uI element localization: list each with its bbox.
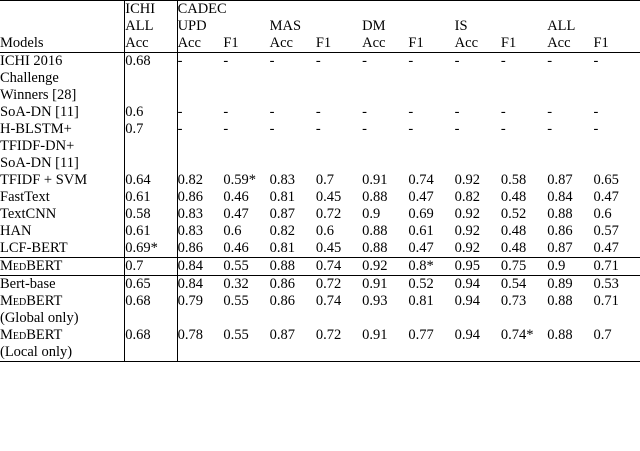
table-cell: 0.83	[177, 223, 223, 240]
table-cell: 0.58	[500, 172, 527, 188]
table-cell: 0.61	[125, 189, 177, 206]
table-cell: -	[362, 121, 367, 137]
table-cell: 0.52	[408, 276, 434, 292]
header-subgroup-row	[0, 18, 640, 35]
table-cell: 0.88	[362, 189, 388, 205]
table-cell: -	[547, 53, 553, 69]
table-cell: 0.83	[177, 206, 223, 223]
table-cell: 0.92	[454, 240, 481, 256]
table-row	[0, 258, 640, 276]
table-cell: -	[269, 104, 275, 120]
subgroup-mas: MAS	[269, 18, 302, 34]
table-cell: 0.9	[547, 258, 593, 276]
table-cell: 0.74	[408, 172, 434, 188]
subgroup-ichi-all: ALL	[125, 18, 177, 35]
table-cell: 0.9	[362, 206, 381, 222]
table-cell: -	[408, 53, 414, 69]
table-cell: 0.92	[454, 172, 481, 188]
table-cell: 0.7	[125, 121, 177, 172]
table-cell: 0.69	[408, 206, 434, 222]
table-cell: 0.87	[547, 240, 573, 256]
table-cell: -	[223, 53, 229, 69]
table-cell: 0.84	[177, 276, 223, 294]
table-cell: 0.55	[223, 293, 249, 309]
table-row	[0, 240, 640, 258]
table-cell: 0.92	[454, 223, 481, 239]
table-cell: -	[500, 121, 506, 137]
table-cell: -	[547, 121, 553, 137]
table-cell: 0.95	[455, 258, 501, 276]
table-row	[0, 121, 640, 172]
table-cell: -	[408, 104, 414, 120]
table-cell: 0.69*	[125, 240, 177, 258]
table-cell: 0.88	[362, 223, 388, 239]
table-cell: 0.47	[593, 189, 619, 205]
table-cell: 0.48	[500, 189, 527, 205]
column-header-dm-acc: Acc	[362, 35, 408, 53]
table-cell: 0.87	[269, 206, 295, 222]
table-cell: 0.59*	[223, 172, 256, 188]
table-cell: -	[454, 53, 460, 69]
table-cell: 0.45	[315, 240, 342, 256]
table-cell: 0.82	[454, 189, 481, 205]
table-cell: 0.91	[362, 327, 408, 362]
table-cell: 0.68	[125, 327, 177, 362]
table-cell: 0.81	[269, 189, 295, 205]
column-header-models: Models	[0, 35, 125, 53]
table-cell: 0.74	[315, 293, 342, 309]
table-row	[0, 172, 640, 189]
model-name-line: (Global only)	[0, 310, 79, 326]
table-cell: 0.72	[316, 327, 362, 362]
table-row	[0, 293, 640, 327]
row-model-name	[0, 258, 125, 276]
subgroup-is: IS	[454, 18, 468, 34]
row-model-name	[0, 172, 125, 189]
table-cell: 0.6	[125, 104, 177, 121]
table-row	[0, 189, 640, 206]
table-cell: 0.57	[593, 223, 619, 239]
group-header-cadec: CADEC	[177, 1, 640, 19]
row-model-name	[0, 104, 125, 121]
table-cell: 0.88	[362, 240, 388, 256]
model-name-line: TFIDF-DN+	[0, 138, 75, 154]
table-cell: 0.47	[223, 206, 249, 222]
table-cell: -	[408, 121, 414, 137]
group-header-ichi: ICHI	[125, 1, 177, 19]
table-cell: -	[454, 121, 460, 137]
model-name-line: SoA-DN [11]	[0, 104, 79, 120]
model-name-line: Winners [28]	[0, 87, 77, 103]
column-header-is-acc: Acc	[455, 35, 501, 53]
model-name-line: MedBERT	[0, 293, 63, 309]
table-cell: 0.45	[315, 189, 342, 205]
table-cell: -	[593, 104, 599, 120]
table-cell: 0.58	[125, 206, 177, 223]
table-row	[0, 276, 640, 294]
table-cell: -	[362, 53, 367, 69]
table-cell: -	[547, 104, 553, 120]
table-cell: 0.6	[315, 223, 334, 239]
table-cell: 0.89	[547, 276, 573, 292]
table-cell: -	[223, 104, 229, 120]
column-header-all-f1: F1	[593, 35, 640, 53]
column-header-upd-f1: F1	[223, 35, 269, 53]
table-cell: 0.46	[223, 240, 249, 256]
table-cell: 0.75	[501, 258, 547, 276]
column-header-is-f1: F1	[501, 35, 547, 53]
subgroup-all: ALL	[547, 18, 576, 34]
table-cell: 0.94	[454, 293, 481, 309]
table-cell: 0.91	[362, 172, 388, 188]
table-cell: 0.68	[125, 293, 177, 327]
table-cell: -	[223, 121, 229, 137]
table-cell: 0.94	[454, 276, 481, 292]
subgroup-dm: DM	[362, 18, 386, 34]
table-cell: 0.72	[315, 206, 342, 222]
row-model-name	[0, 121, 125, 172]
table-cell: 0.88	[547, 327, 593, 362]
table-cell: 0.81	[269, 240, 295, 256]
table-cell: 0.73	[500, 293, 527, 309]
row-model-name	[0, 53, 125, 105]
model-name-line: MedBERT	[0, 327, 63, 343]
table-cell: 0.64	[125, 172, 177, 189]
table-cell: 0.84	[547, 189, 573, 205]
model-name-line: Bert-base	[0, 276, 56, 292]
table-cell: -	[500, 53, 506, 69]
table-row	[0, 104, 640, 121]
model-name-line: LCF-BERT	[0, 240, 68, 256]
table-cell: 0.54	[500, 276, 527, 292]
table-cell: 0.82	[177, 172, 223, 189]
table-cell: -	[315, 53, 321, 69]
table-cell: -	[177, 121, 223, 172]
model-name-line: MedBERT	[0, 258, 63, 274]
table-row	[0, 223, 640, 240]
table-cell: -	[177, 104, 223, 121]
table-cell: 0.32	[223, 276, 249, 292]
table-cell: 0.74*	[501, 327, 547, 362]
column-header-ichi-acc: Acc	[125, 35, 177, 53]
table-cell: 0.53	[593, 276, 619, 292]
row-model-name	[0, 293, 125, 327]
table-cell: 0.7	[593, 327, 640, 362]
subgroup-blank	[0, 18, 125, 35]
table-cell: 0.88	[270, 258, 316, 276]
column-header-dm-f1: F1	[408, 35, 454, 53]
table-cell: -	[454, 104, 460, 120]
table-cell: 0.55	[223, 327, 269, 362]
table-cell: 0.47	[408, 189, 434, 205]
table-cell: 0.47	[593, 240, 619, 256]
table-cell: 0.92	[362, 258, 408, 276]
table-cell: 0.79	[177, 293, 223, 327]
table-cell: 0.48	[500, 240, 527, 256]
table-cell: 0.6	[223, 223, 242, 239]
table-cell: -	[500, 104, 506, 120]
column-header-mas-f1: F1	[316, 35, 362, 53]
table-cell: 0.87	[270, 327, 316, 362]
table-cell: 0.61	[125, 223, 177, 240]
table-cell: 0.52	[500, 206, 527, 222]
table-cell: 0.81	[408, 293, 434, 309]
table-cell: 0.87	[547, 172, 573, 188]
table-cell: 0.71	[593, 258, 640, 276]
table-cell: 0.61	[408, 223, 434, 239]
row-model-name	[0, 240, 125, 258]
table-cell: 0.86	[177, 189, 223, 206]
table-cell: 0.83	[269, 172, 295, 188]
row-model-name	[0, 223, 125, 240]
row-model-name	[0, 276, 125, 294]
table-cell: 0.7	[315, 172, 334, 188]
table-cell: -	[593, 53, 599, 69]
table-cell: 0.93	[362, 293, 388, 309]
table-cell: 0.65	[593, 172, 619, 188]
row-model-name	[0, 327, 125, 362]
table-cell: 0.46	[223, 189, 249, 205]
column-header-mas-acc: Acc	[270, 35, 316, 53]
table-cell: 0.68	[125, 53, 177, 105]
model-name-line: SoA-DN [11]	[0, 155, 79, 171]
header-group-row	[0, 1, 640, 19]
table-cell: -	[315, 121, 321, 137]
table-cell: 0.88	[547, 293, 573, 309]
table-cell: 0.91	[362, 276, 388, 292]
table-cell: -	[362, 104, 367, 120]
table-cell: 0.74	[316, 258, 362, 276]
table-cell: 0.92	[454, 206, 481, 222]
table-cell: 0.86	[177, 240, 223, 258]
table-cell: 0.71	[593, 293, 619, 309]
row-model-name	[0, 189, 125, 206]
table-cell: 0.48	[500, 223, 527, 239]
model-name-line: (Local only)	[0, 344, 73, 360]
table-row	[0, 327, 640, 362]
table-cell: -	[315, 104, 321, 120]
table-cell: -	[269, 121, 275, 137]
table-cell: -	[593, 121, 599, 137]
model-name-line: ICHI 2016	[0, 53, 63, 69]
table-cell: -	[269, 53, 275, 69]
model-name-line: Challenge	[0, 70, 59, 86]
table-cell: 0.86	[269, 276, 295, 292]
subgroup-upd: UPD	[177, 18, 270, 35]
table-row	[0, 206, 640, 223]
table-cell: 0.78	[177, 327, 223, 362]
model-name-line: TFIDF + SVM	[0, 172, 88, 188]
model-name-line: TextCNN	[0, 206, 57, 222]
table-cell: 0.86	[547, 223, 573, 239]
model-name-line: H-BLSTM+	[0, 121, 72, 137]
table-cell: 0.55	[223, 258, 269, 276]
table-row	[0, 53, 640, 105]
column-header-upd-acc: Acc	[177, 35, 223, 53]
table-cell: 0.47	[408, 240, 434, 256]
model-name-line: FastText	[0, 189, 50, 205]
model-name-line: HAN	[0, 223, 32, 239]
table-cell: 0.84	[177, 258, 223, 276]
table-cell: 0.8*	[408, 258, 454, 276]
table-cell: 0.94	[455, 327, 501, 362]
table-cell: 0.77	[408, 327, 454, 362]
column-header-all-acc: Acc	[547, 35, 593, 53]
row-model-name	[0, 206, 125, 223]
table-cell: 0.88	[547, 206, 573, 222]
table-cell: 0.6	[593, 206, 612, 222]
table-cell: 0.82	[269, 223, 295, 239]
table-cell: 0.72	[315, 276, 342, 292]
header-corner-blank	[0, 1, 125, 19]
results-table-body	[0, 53, 640, 362]
table-cell: 0.7	[125, 258, 177, 276]
table-cell: 0.86	[269, 293, 295, 309]
header-column-row	[0, 35, 640, 53]
table-cell: 0.65	[125, 276, 177, 294]
table-cell: -	[177, 53, 223, 105]
